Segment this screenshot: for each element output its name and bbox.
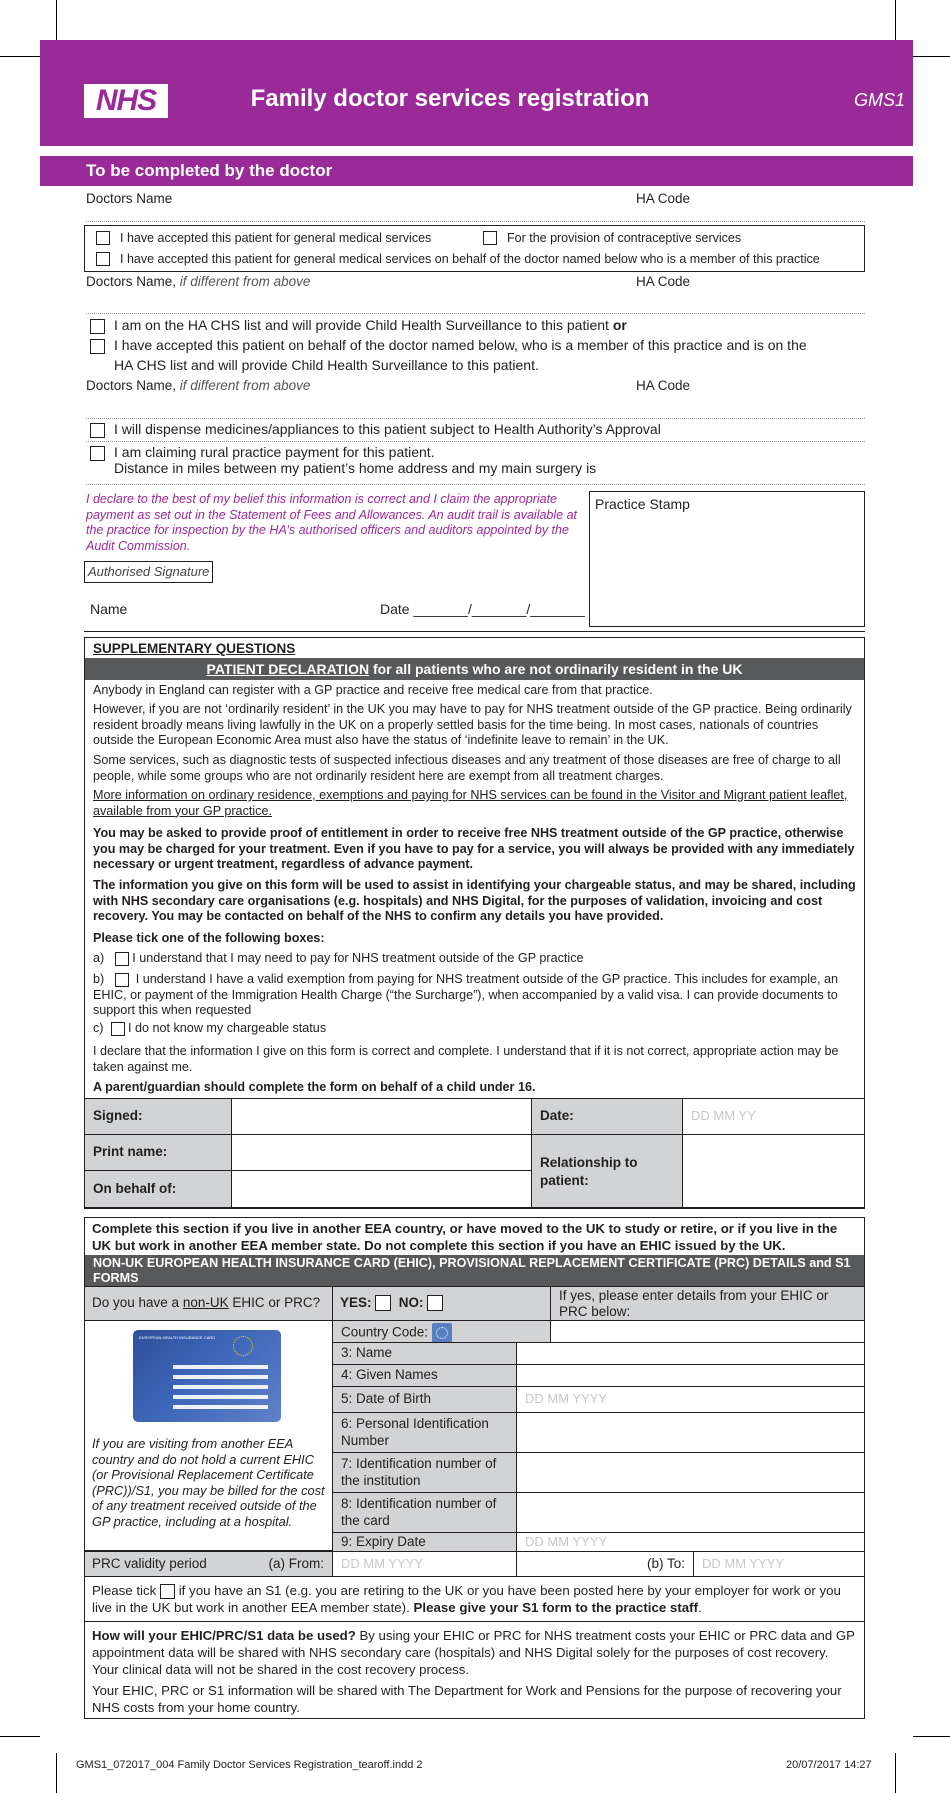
- chs-list-checkbox[interactable]: [90, 319, 105, 334]
- doctor-declaration: I declare to the best of my belief this information is correct and I claim the appropriate payment as set out in the Statement of Fees and Allowances. An audit trail is available at the practice for inspection by the HA’s authorised officers and auditors appointed by the Audit Commission.: [86, 492, 578, 553]
- given-names-label: 4: Given Names: [332, 1364, 517, 1387]
- data-use-paragraph: How will your EHIC/PRC/S1 data be used? By using your EHIC or PRC for NHS treatment costs your EHIC or PRC data and GP appointment data will be shared with NHS secondary care (hospitals) and NHS Digital solely for the purposes of cost recovery. Your clinical data will not be shared in the cost recovery process.: [92, 1628, 855, 1677]
- pin-input[interactable]: [516, 1412, 865, 1453]
- date-label-cell: Date:: [531, 1098, 683, 1135]
- practice-stamp-box[interactable]: [589, 491, 865, 627]
- dob-label: 5: Date of Birth: [332, 1386, 517, 1413]
- option-a-checkbox[interactable]: [115, 952, 129, 966]
- if-yes-cell: If yes, please enter details from your EHIC or PRC below:: [550, 1286, 865, 1321]
- prc-to-label: (b) To:: [516, 1551, 694, 1577]
- ha-code-label: HA Code: [636, 191, 691, 206]
- on-behalf-label-cell: On behalf of:: [84, 1170, 232, 1208]
- accepted-gms-checkbox[interactable]: [96, 231, 110, 245]
- doctors-name-2-label: Doctors Name, if different from above: [86, 274, 311, 289]
- visiting-note: If you are visiting from another EEA country and do not hold a current EHIC (or Provisional Replacement Certificate (PRC))/S1, you may be billed for the cost of any treatment received outside of the GP practice, including at a hospital.: [92, 1436, 325, 1529]
- more-info-link[interactable]: More information on ordinary residence, exemptions and paying for NHS services can be found in the Visitor and Migrant patient leaflet, available from your GP practice.: [93, 788, 848, 818]
- contraceptive-checkbox[interactable]: [483, 231, 497, 245]
- chs-behalf-checkbox[interactable]: [90, 339, 105, 354]
- country-code-cell: Country Code:: [332, 1320, 551, 1343]
- doctors-name-label: Doctors Name: [86, 191, 173, 206]
- footer-timestamp: 20/07/2017 14:27: [786, 1759, 872, 1771]
- para-information-use: The information you give on this form will be used to assist in identifying your chargeable status, and may be shared, including with NHS secondary care organisations (e.g. hospitals) and NHS Digital, for the purposes of validation, invoicing and cost recovery. You may be contacted on behalf of the NHS to confirm any details you have provided.: [93, 878, 856, 924]
- para-free-services: Some services, such as diagnostic tests of suspected infectious diseases and any treatment of those diseases are free of charge to all people, while some groups who are not ordinarily resident here are exempt from all treatment charges.: [93, 753, 841, 783]
- accepted-behalf-label: I have accepted this patient for general medical services on behalf of the doctor named below who is a member of this practice: [120, 252, 820, 266]
- option-b: b) I understand I have a valid exemption from paying for NHS treatment outside of the GP practice. This includes for example, an EHIC, or payment of the Immigration Health Charge (“the Surcharge”), when accompanied by a valid visa. I can provide documents to support this when requested: [93, 972, 839, 1018]
- card-id-input[interactable]: [516, 1492, 865, 1533]
- divider: [86, 484, 865, 485]
- print-name-label-cell: Print name:: [84, 1134, 232, 1171]
- name-label: Name: [90, 601, 128, 617]
- signed-label-cell: Signed:: [84, 1098, 232, 1135]
- eu-stars-icon: [233, 1336, 253, 1356]
- print-name-input[interactable]: [231, 1134, 532, 1171]
- date-field[interactable]: Date _______/_______/_______: [380, 601, 585, 617]
- option-a: a) I understand that I may need to pay for NHS treatment outside of the GP practice: [93, 951, 584, 965]
- relationship-label-cell: Relationship to patient:: [531, 1134, 683, 1208]
- no-checkbox[interactable]: [427, 1295, 443, 1311]
- data-use-box: [84, 1621, 865, 1719]
- doctors-name-3-label: Doctors Name, if different from above: [86, 378, 311, 393]
- signed-input[interactable]: [231, 1098, 532, 1135]
- s1-checkbox[interactable]: [160, 1584, 175, 1599]
- form-code: GMS1: [853, 90, 905, 110]
- institution-id-input[interactable]: [516, 1452, 865, 1493]
- divider: [86, 221, 865, 222]
- prc-to-input[interactable]: DD MM YYYY: [693, 1551, 865, 1577]
- ehic-bar: NON-UK EUROPEAN HEALTH INSURANCE CARD (EHIC), PROVISIONAL REPLACEMENT CERTIFICATE (PRC) DETAILS and S1 FORMS: [85, 1255, 864, 1286]
- prc-validity-cell: PRC validity period (a) From:: [84, 1551, 333, 1577]
- chs-list-label: I am on the HA CHS list and will provide Child Health Surveillance to this patient or: [114, 317, 627, 333]
- para-declare: I declare that the information I give on this form is correct and complete. I understand that if it is not correct, appropriate action may be taken against me.: [93, 1044, 839, 1074]
- rural-checkbox[interactable]: [90, 446, 105, 461]
- supplementary-title: SUPPLEMENTARY QUESTIONS: [93, 641, 296, 656]
- eu-flag-icon: [432, 1323, 452, 1343]
- divider: [84, 631, 865, 632]
- country-code-input[interactable]: [550, 1320, 865, 1343]
- expiry-input[interactable]: DD MM YYYY: [516, 1532, 865, 1552]
- tick-instruction: Please tick one of the following boxes:: [93, 931, 325, 945]
- ehic-name-input[interactable]: [516, 1342, 865, 1365]
- ehic-question-cell: Do you have a non-UK EHIC or PRC?: [84, 1286, 333, 1321]
- pin-label: 6: Personal Identification Number: [332, 1412, 517, 1453]
- yes-no-cell: YES: NO:: [332, 1286, 551, 1321]
- distance-label: Distance in miles between my patient’s home address and my main surgery is: [114, 460, 597, 476]
- relationship-input[interactable]: [682, 1134, 865, 1208]
- card-id-label: 8: Identification number of the card: [332, 1492, 517, 1533]
- dispense-checkbox[interactable]: [90, 423, 105, 438]
- dispense-label: I will dispense medicines/appliances to this patient subject to Health Authority’s Approval: [114, 421, 661, 437]
- chs-behalf-label-cont: HA CHS list and will provide Child Health Surveillance to this patient.: [114, 357, 539, 373]
- nhs-logo: NHS: [84, 84, 168, 118]
- option-c-checkbox[interactable]: [111, 1022, 125, 1036]
- accepted-behalf-checkbox[interactable]: [96, 252, 110, 266]
- prc-from-input[interactable]: DD MM YYYY: [332, 1551, 517, 1577]
- name-field-label: 3: Name: [332, 1342, 517, 1365]
- parent-guardian-note: A parent/guardian should complete the form on behalf of a child under 16.: [93, 1080, 536, 1094]
- institution-id-label: 7: Identification number of the institution: [332, 1452, 517, 1493]
- footer-filename: GMS1_072017_004 Family Doctor Services Registration_tearoff.indd 2: [76, 1759, 423, 1771]
- ha-code-2-label: HA Code: [636, 274, 691, 289]
- doctor-section-bar: To be completed by the doctor: [40, 156, 913, 186]
- s1-box: Please tick if you have an S1 (e.g. you are retiring to the UK or you have been posted here by your employer for work or you live in the UK but work in another EEA member state). Please give your S1 form to the practice staff.: [84, 1576, 865, 1622]
- option-b-checkbox[interactable]: [115, 973, 129, 987]
- ehic-card-image: [133, 1330, 281, 1422]
- authorised-signature-field[interactable]: Authorised Signature: [84, 561, 213, 583]
- expiry-label: 9: Expiry Date: [332, 1532, 517, 1552]
- page-title: Family doctor services registration: [250, 85, 650, 112]
- card-title: EUROPEAN HEALTH INSURANCE CARD: [139, 1335, 216, 1340]
- dob-input[interactable]: DD MM YYYY: [516, 1386, 865, 1413]
- patient-declaration-bar: PATIENT DECLARATION for all patients who are not ordinarily resident in the UK: [85, 658, 864, 680]
- divider: [86, 441, 865, 442]
- ha-code-3-label: HA Code: [636, 378, 691, 393]
- chs-behalf-label: I have accepted this patient on behalf of the doctor named below, who is a member of this practice and is on the: [114, 337, 807, 353]
- practice-stamp-label: Practice Stamp: [595, 496, 690, 512]
- divider: [86, 418, 865, 419]
- date-input[interactable]: DD MM YY: [682, 1098, 865, 1135]
- given-names-input[interactable]: [516, 1364, 865, 1387]
- rural-label: I am claiming rural practice payment for this patient.: [114, 444, 435, 460]
- contraceptive-label: For the provision of contraceptive services: [507, 231, 742, 245]
- ehic-intro: Complete this section if you live in another EEA country, or have moved to the UK to study or retire, or if you live in the UK but work in another EEA member state. Do not complete this section if you have an EHIC issued by the UK.: [92, 1221, 838, 1253]
- para-proof: You may be asked to provide proof of entitlement in order to receive free NHS treatment outside of the GP practice, otherwise you may be charged for your treatment. Even if you have to pay for a service, you will always be provided with any immediately necessary or urgent treatment, regardless of advance payment.: [93, 826, 855, 872]
- ehic-intro-box: [84, 1217, 865, 1286]
- option-c: c) I do not know my chargeable status: [93, 1021, 327, 1035]
- dwp-paragraph: Your EHIC, PRC or S1 information will be shared with The Department for Work and Pensions for the purpose of recovering your NHS costs from your home country.: [92, 1683, 842, 1715]
- para-register: Anybody in England can register with a GP practice and receive free medical care from that practice.: [93, 683, 653, 697]
- yes-checkbox[interactable]: [375, 1295, 391, 1311]
- accepted-gms-label: I have accepted this patient for general medical services: [120, 231, 432, 245]
- divider: [86, 313, 865, 314]
- on-behalf-input[interactable]: [231, 1170, 532, 1208]
- para-ordinarily-resident: However, if you are not ‘ordinarily resident’ in the UK you may have to pay for NHS treatment outside of the GP practice. Being ordinarily resident broadly means living lawfully in the UK on a properly settled basis for the time being. In most cases, nationals of countries outside the European Economic Area must also have the status of ‘indefinite leave to remain’ in the UK.: [93, 702, 852, 748]
